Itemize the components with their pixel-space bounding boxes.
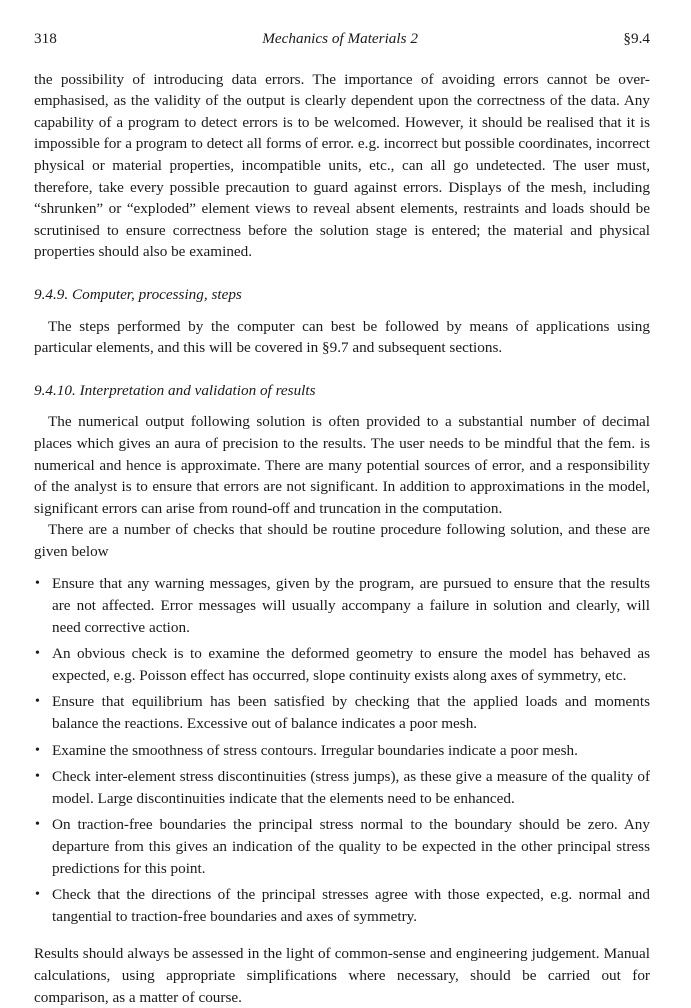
running-header <box>34 28 650 50</box>
bullet-icon: • <box>35 576 40 592</box>
section-marker: §9.4 <box>623 30 650 47</box>
list-item <box>34 643 650 686</box>
list-item <box>34 573 650 638</box>
list-item <box>34 884 650 927</box>
closing-paragraph: Results should always be assessed in the light of common-sense and engineering judgement. Manual calculations, using appropriate simplifications where necessary, should be carried out for comparison, as a matter of course. <box>34 945 650 1006</box>
section-heading-9-4-9: 9.4.9. Computer, processing, steps <box>34 285 242 303</box>
list-item <box>34 814 650 879</box>
book-title: Mechanics of Materials 2 <box>262 30 418 47</box>
section-heading-9-4-10: 9.4.10. Interpretation and validation of results <box>34 381 316 399</box>
intro-paragraph: the possibility of introducing data errors. The importance of avoiding errors cannot be over-emphasised, as the validity of the output is clearly dependent upon the correctness of the data. Any capability of a program to detect errors is to be welcomed. However, it should be realised that it is impossible for a program to detect all forms of error. e.g. incorrect but possible coordinates, incorrect physical or material properties, incompatible units, etc., can all go undetected. The user must, therefore, take every possible precaution to guard against errors. Displays of the mesh, including “shrunken” or “exploded” element views to reveal absent elements, restraints and loads should be scrutinised to ensure correctness before the solution stage is entered; the material and physical properties should also be examined. <box>34 70 650 261</box>
bullet-icon: • <box>35 742 40 758</box>
section-9-4-9-paragraph: The steps performed by the computer can best be followed by means of applications using particular elements, and this will be covered in §9.7 and subsequent sections. <box>34 317 650 357</box>
list-item-text: On traction-free boundaries the principal stress normal to the boundary should be zero. Any departure from this gives an indication of the quality to be expected in the other principal stress predictions for this point. <box>52 816 650 877</box>
list-item-text: Check that the directions of the principal stresses agree with those expected, e.g. normal and tangential to traction-free boundaries and axes of symmetry. <box>52 886 650 925</box>
checks-list <box>34 573 650 927</box>
list-item-text: An obvious check is to examine the deformed geometry to ensure the model has behaved as expected, e.g. Poisson effect has occurred, slope continuity exists along axes of symmetry, etc. <box>52 645 650 684</box>
bullet-icon: • <box>35 887 40 903</box>
list-item <box>34 766 650 809</box>
bullet-icon: • <box>35 646 40 662</box>
list-item-text: Ensure that any warning messages, given by the program, are pursued to ensure that the results are not affected. Error messages will usually accompany a failure in solution and clearly, will need corrective action. <box>52 575 650 636</box>
section-9-4-10-paragraph-2: There are a number of checks that should be routine procedure following solution, and these are given below <box>34 521 650 560</box>
list-item <box>34 691 650 734</box>
page-number: 318 <box>34 30 57 47</box>
bullet-icon: • <box>35 817 40 833</box>
list-item-text: Check inter-element stress discontinuities (stress jumps), as these give a measure of the quality of model. Large discontinuities indicate that the elements need to be enhanced. <box>52 768 650 807</box>
list-item-text: Ensure that equilibrium has been satisfied by checking that the applied loads and moments balance the reactions. Excessive out of balance indicates a poor mesh. <box>52 693 650 733</box>
section-9-4-10-paragraph-1: The numerical output following solution is often provided to a substantial number of decimal places which gives an aura of precision to the results. The user needs to be mindful that the fem. is numerical and hence is approximate. There are many potential sources of error, and a responsibility of the analyst is to ensure that errors are not significant. In addition to approximations in the model, significant errors can arise from round-off and truncation in the computation. <box>34 413 650 517</box>
list-item <box>34 740 650 762</box>
list-item-text: Examine the smoothness of stress contours. Irregular boundaries indicate a poor mesh. <box>52 741 578 759</box>
bullet-icon: • <box>35 694 40 710</box>
document-page <box>34 28 650 1008</box>
bullet-icon: • <box>35 769 40 785</box>
